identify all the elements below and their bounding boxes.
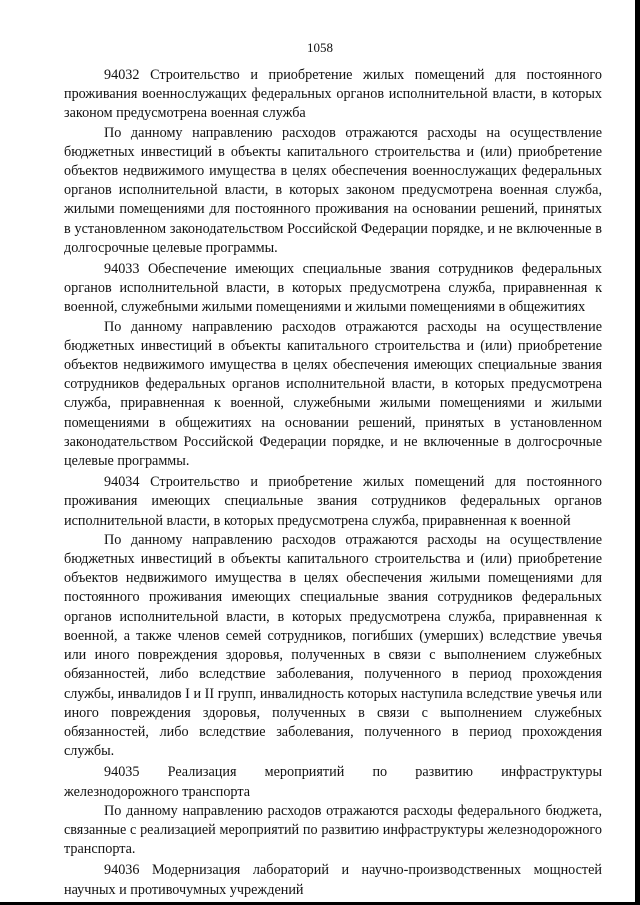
- section-description: По данному направлению расходов отражаются расходы на осуществление бюджетных инвестиций в объекты капитального строительства и (или) приобретение объектов недвижимого имущества в целях обеспечения военнослужащих федеральных органов исполнительной власти, в которых законом предусмотрена военная служба, жилыми помещениями для постоянного проживания на основании решений, принятых в установленном законодательством Российской Федерации порядке, и не включенные в долгосрочные целевые программы.: [64, 124, 602, 256]
- section-heading-94032: [64, 66, 602, 124]
- section-title-word: инфраструктуры: [501, 764, 602, 781]
- section-heading-94035: [64, 763, 602, 782]
- section-description: По данному направлению расходов отражаются расходы на осуществление бюджетных инвестиций в объекты капитального строительства и (или) приобретение объектов недвижимого имущества в целях обеспечения имеющих специальные звания сотрудников федеральных органов исполнительной власти, в которых предусмотрена служба, приравненная к военной, служебными жилыми помещениями и жилыми помещениями в общежитиях на основании решений, принятых в установленном законодательством Российской Федерации порядке, и не включенные в долгосрочные целевые программы.: [64, 318, 602, 470]
- section-description: По данному направлению расходов отражаются расходы федерального бюджета, связанные с реализацией мероприятий по развитию инфраструктуры железнодорожного транспорта.: [64, 802, 602, 858]
- section-heading-94033: [64, 260, 602, 318]
- section-code: 94035: [104, 764, 140, 781]
- section-title: Строительство и приобретение жилых помещений для постоянного проживания военнослужащих федеральных органов исполнительной власти, в которых законом предусмотрена военная служба: [64, 67, 602, 122]
- section-title: Модернизация лабораторий и научно-производственных мощностей научных и противочумных учреждений: [64, 862, 602, 898]
- section-code: 94034: [104, 474, 140, 491]
- page-number: 1058: [307, 40, 333, 55]
- section-description: По данному направлению расходов отражаются расходы на осуществление бюджетных инвестиций в объекты капитального строительства и (или) приобретение объектов недвижимого имущества в целях обеспечения жилыми помещениями для постоянного проживания имеющих специальные звания сотрудников федеральных органов исполнительной власти, в которых предусмотрена служба, приравненная к военной, а также членов семей сотрудников, погибших (умерших) вследствие увечья или иного повреждения здоровья, полученных в связи с выполнением служебных обязанностей, либо вследствие заболевания, полученного в период прохождения службы, инвалидов I и II групп, инвалидность которых наступила вследствие увечья или иного повреждения здоровья, полученных в связи с выполнением служебных обязанностей, либо вследствие заболевания, полученного в период прохождения службы.: [64, 531, 602, 760]
- section-code: 94032: [104, 67, 140, 83]
- section-code: 94033: [104, 261, 140, 278]
- document-body: [64, 66, 602, 900]
- section-title: Строительство и приобретение жилых помещений для постоянного проживания имеющих специальные звания сотрудников федеральных органов исполнительной власти, в которых предусмотрена служба, приравненная к военной: [64, 474, 602, 529]
- section-title-word: по: [372, 764, 388, 781]
- section-title: Обеспечение имеющих специальные звания сотрудников федеральных органов исполнительной власти, в которых предусмотрена служба, приравненная к военной, служебными жилыми помещениями и жилыми помещениями в общежитиях: [64, 261, 603, 316]
- section-code: 94036: [104, 862, 140, 879]
- section-title-continuation: железнодорожного транспорта: [64, 783, 251, 800]
- scan-edge-right: [635, 0, 640, 905]
- section-title-word: развитию: [415, 764, 473, 781]
- section-title-word: мероприятий: [264, 764, 345, 781]
- section-heading-94034: [64, 473, 602, 531]
- section-heading-94036: [64, 861, 602, 899]
- section-title-word: Реализация: [167, 764, 237, 781]
